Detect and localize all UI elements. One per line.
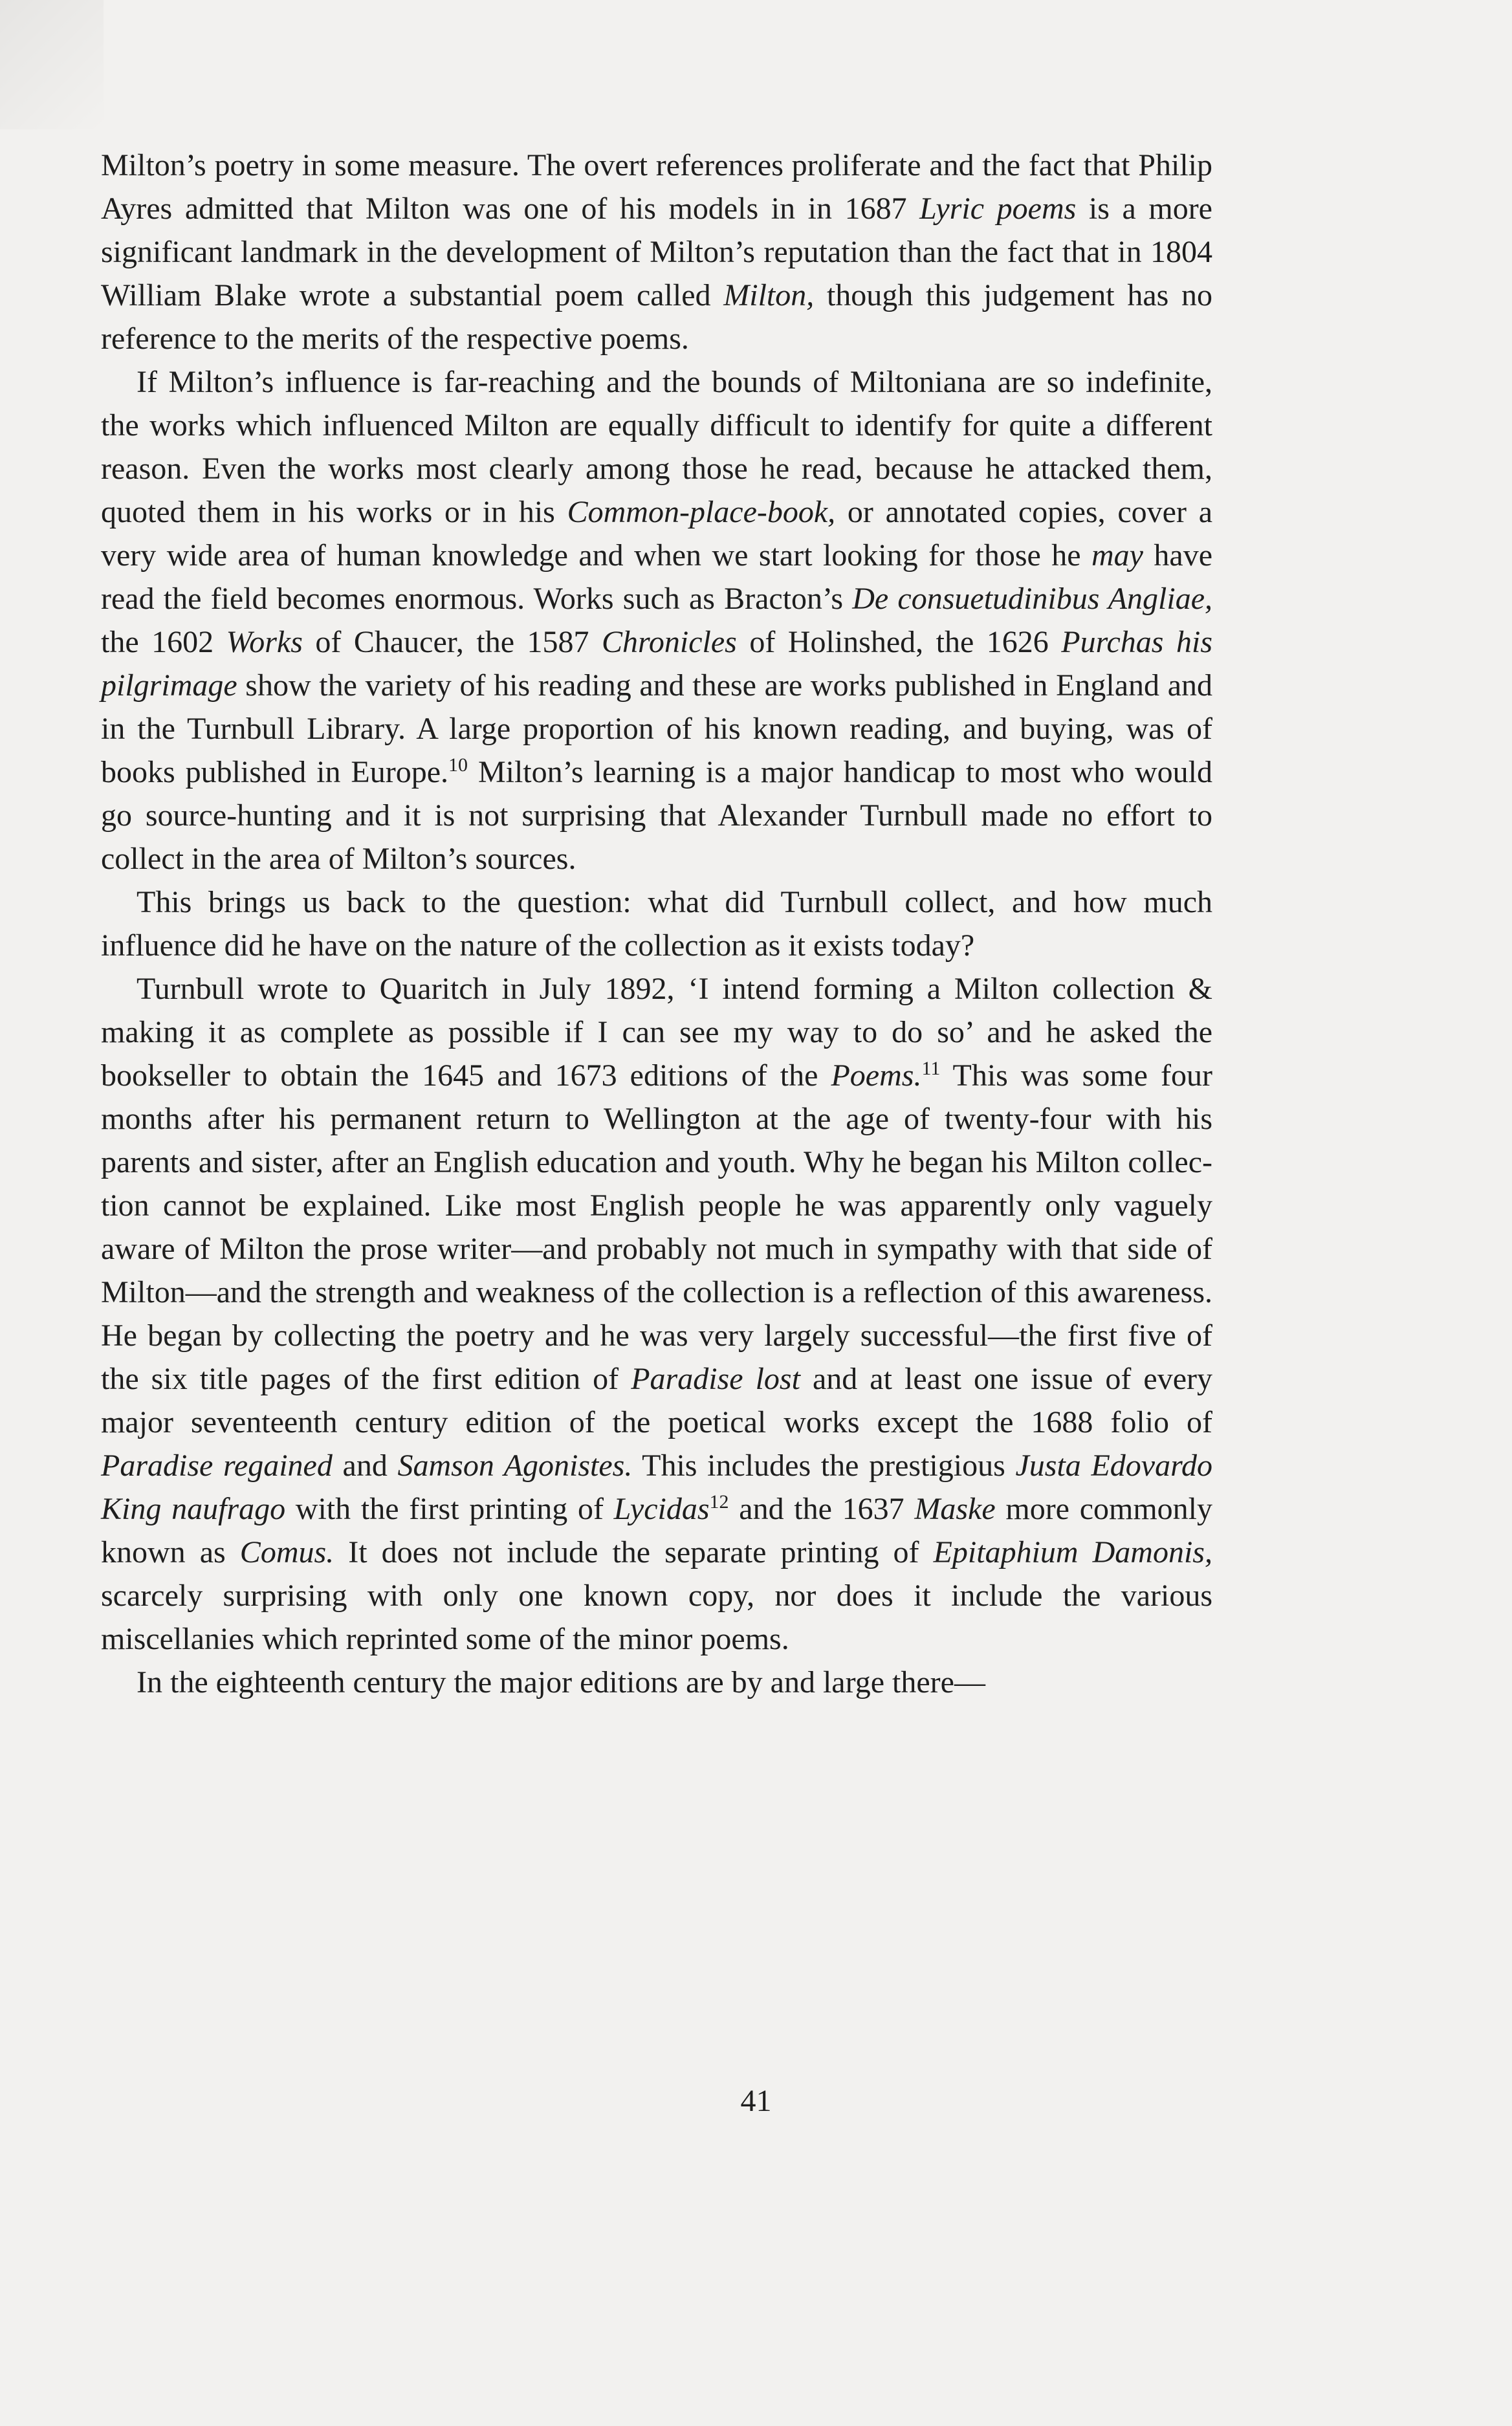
italic-title: Lycidas <box>613 1492 710 1526</box>
italic-title: Epitaphium Damonis, <box>933 1535 1212 1569</box>
text-run: In the eighteenth century the major editions are by and large there— <box>137 1665 985 1699</box>
text-run: and the 1637 <box>729 1492 915 1526</box>
text-run: If Milton’s influence is far-reaching and the bounds of Miltoniana are so indefinite, the works which influenced Milton are equally difficult to identify for quite a different reason. Even the works most clearly among those he read, because he attacked them, quoted them in his works or in his <box>101 365 1212 529</box>
text-run: more commonly known as <box>101 1492 1213 1569</box>
text-run: with the first printing of <box>285 1492 614 1526</box>
text-run: or annotated copies, cover a very wide area of human knowledge and when we start looking for those he <box>101 495 1212 573</box>
italic-title: Maske <box>914 1492 996 1526</box>
italic-title: Comus. <box>239 1535 334 1569</box>
italic-title: may <box>1091 538 1143 573</box>
italic-title: Purchas his pilgrimage <box>101 625 1212 703</box>
text-run: This was some four months after his permanent return to Wellington at the age of twenty-four with his parents and sister, after an English education and youth. Why he began his Milton collection cannot be explained. Like most English people he was apparently only vaguely aware of Milton the prose writer—and probably not much in sympathy with that side of Milton—and the strength and weakness of the collection is a reflection of this awareness. He began by collecting the poetry and he was very largely successful—the first five of the six title pages of the first edition of <box>101 1058 1212 1396</box>
italic-title: Milton, <box>723 278 815 312</box>
italic-title: Lyric poems <box>919 191 1077 226</box>
text-run: and <box>332 1448 398 1483</box>
text-run: scarcely surprising with only one known copy, nor does it include the various miscellanies which reprinted some of the minor poems. <box>101 1579 1212 1656</box>
text-run: Milton’s learning is a major handicap to most who would go source-hunting and it is not surprising that Alexander Turnbull made no effort to collect in the area of Milton’s sources. <box>101 755 1213 876</box>
italic-title: De consuetudinibus Angliae, <box>852 582 1213 616</box>
text-run: It does not include the separate printing of <box>334 1535 934 1569</box>
text-run: Turnbull wrote to Quaritch in July 1892, ‘I intend forming a Milton collection & making it as complete as possible if I can see my way to do so’ and he asked the bookseller to obtain the 1645 and 1673 editions of the <box>101 972 1212 1093</box>
text-run: This includes the prestigious <box>632 1448 1016 1483</box>
paragraph-2 <box>101 360 1212 880</box>
italic-title: Works <box>226 625 303 659</box>
page-number: 41 <box>740 2084 772 2118</box>
text-run: of Holinshed, the 1626 <box>736 625 1062 659</box>
paragraph-1 <box>101 144 1212 360</box>
italic-title: Paradise lost <box>631 1362 800 1396</box>
text-run: is a more significant landmark in the development of Milton’s reputation than the fact that in 1804 William Blake wrote a substantial poem called <box>101 191 1212 312</box>
italic-title: Chronicles <box>601 625 737 659</box>
paragraph-4 <box>101 967 1212 1661</box>
footnote-ref: 10 <box>448 754 468 776</box>
italic-title: Justa Edovardo King naufrago <box>101 1448 1212 1526</box>
footnote-ref: 11 <box>921 1058 941 1079</box>
text-run: show the variety of his reading and these are works published in England and in the Turnbull Library. A large proportion of his known reading, and buying, was of books published in Europe. <box>101 668 1212 789</box>
text-run: have read the field becomes enormous. Works such as Bracton’s <box>101 538 1213 616</box>
italic-title: Samson Agonistes. <box>397 1448 633 1483</box>
body-text <box>101 144 1212 1704</box>
text-run: Milton’s poetry in some measure. The overt references proliferate and the fact that Philip Ayres admitted that Milton was one of his models in in 1687 <box>101 148 1212 226</box>
text-run: and at least one issue of every major seventeenth century edition of the poetical works except the 1688 folio of <box>101 1362 1212 1439</box>
footnote-ref: 12 <box>709 1491 729 1513</box>
italic-title: Common-place-book, <box>567 495 836 529</box>
page-corner-shadow <box>0 0 104 129</box>
italic-title: Paradise regained <box>101 1448 333 1483</box>
text-run: the 1602 <box>101 625 226 659</box>
paragraph-3 <box>101 880 1212 967</box>
italic-title: Poems. <box>831 1058 922 1093</box>
text-run: of Chaucer, the 1587 <box>302 625 602 659</box>
paragraph-5 <box>101 1661 1212 1704</box>
text-run: though this judgement has no reference to the merits of the respective poems. <box>101 278 1212 356</box>
text-run: This brings us back to the question: what did Turnbull collect, and how much influence did he have on the nature of the collection as it exists today? <box>101 885 1212 963</box>
